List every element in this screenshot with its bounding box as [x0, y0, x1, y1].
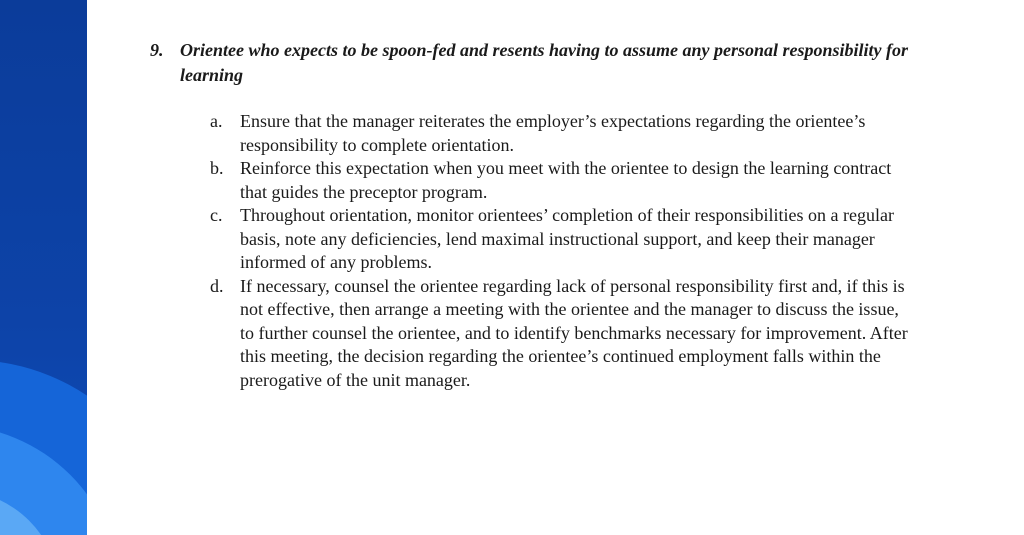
list-item [150, 157, 910, 204]
list-item [150, 275, 910, 393]
section-heading [150, 38, 910, 88]
item-letter: b. [210, 158, 224, 178]
decorative-side-band [0, 0, 87, 535]
guideline-list [150, 110, 910, 392]
list-item [150, 110, 910, 157]
list-item [150, 204, 910, 275]
item-letter: d. [210, 275, 224, 296]
item-text: Reinforce this expectation when you meet with the orientee to design the learning contract that guides the preceptor program. [240, 158, 892, 202]
item-text: Throughout orientation, monitor orientees’ completion of their responsibilities on a regular basis, note any deficiencies, lend maximal instructional support, and keep their manager informed of any problems. [240, 205, 895, 272]
item-text: If necessary, counsel the orientee regarding lack of personal responsibility first and, if this is not effective, then arrange a meeting with the orientee and the manager to discuss the issue, to further counsel the orientee, and to identify benchmarks necessary for improvement. After this meeting, the decision regarding the orientee’s continued employment falls within the prerogative of the unit manager. [240, 275, 908, 390]
item-text: Ensure that the manager reiterates the employer’s expectations regarding the orientee’s responsibility to complete orientation. [240, 111, 866, 155]
slide-content [150, 38, 910, 392]
item-letter: c. [210, 205, 223, 225]
item-letter: a. [210, 111, 223, 131]
heading-number: 9. [150, 40, 164, 60]
heading-text: Orientee who expects to be spoon-fed and resents having to assume any personal responsibility for learning [180, 40, 909, 85]
